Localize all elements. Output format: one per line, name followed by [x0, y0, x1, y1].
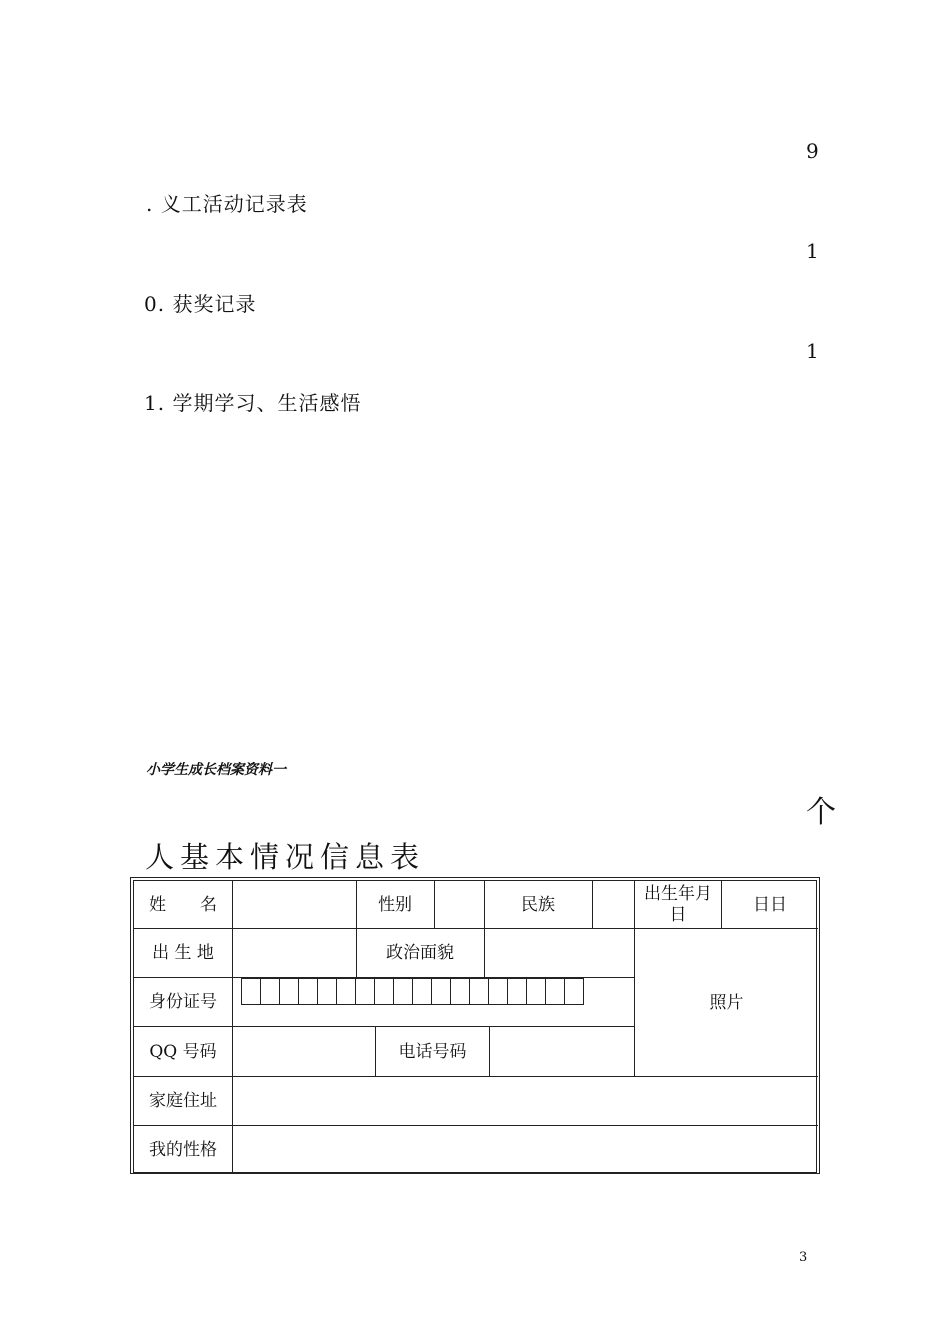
id-digit-box[interactable]: [507, 978, 527, 1005]
id-digit-box[interactable]: [469, 978, 489, 1005]
name-label: 姓 名: [149, 894, 217, 915]
qq-label: QQ 号码: [149, 1041, 217, 1062]
form-grid: [133, 880, 817, 1173]
personality-field[interactable]: [233, 1126, 818, 1174]
id-digit-box[interactable]: [298, 978, 318, 1005]
id-digit-box[interactable]: [393, 978, 413, 1005]
id-digit-box[interactable]: [488, 978, 508, 1005]
toc-page-number: 9: [806, 139, 819, 163]
toc-entry: 0. 获奖记录: [144, 292, 257, 316]
personality-label: 我的性格: [149, 1140, 217, 1160]
birthplace-field[interactable]: [233, 929, 356, 977]
id-digit-box[interactable]: [336, 978, 356, 1005]
birthplace-label: 出 生 地: [152, 943, 214, 963]
title-first-char: 个: [806, 795, 836, 830]
id-digit-box[interactable]: [260, 978, 280, 1005]
birthdate-field[interactable]: 日日: [753, 894, 787, 915]
phone-field[interactable]: [490, 1027, 634, 1076]
id-digit-box[interactable]: [317, 978, 337, 1005]
id-digit-box[interactable]: [374, 978, 394, 1005]
gender-label: 性别: [378, 894, 412, 915]
id-number-label: 身份证号: [149, 992, 217, 1012]
id-digit-box[interactable]: [450, 978, 470, 1005]
id-digit-box[interactable]: [279, 978, 299, 1005]
section-header-note: 小学生成长档案资料一: [146, 762, 286, 778]
id-digit-box[interactable]: [355, 978, 375, 1005]
political-status-label: 政治面貌: [386, 943, 454, 963]
birthdate-label: 出生年月日: [644, 883, 712, 925]
id-digit-box[interactable]: [431, 978, 451, 1005]
toc-page-number: 1: [806, 339, 819, 363]
phone-label: 电话号码: [398, 1041, 467, 1062]
ethnicity-field[interactable]: [593, 881, 634, 928]
id-digit-box[interactable]: [545, 978, 565, 1005]
ethnicity-label: 民族: [521, 894, 555, 915]
name-field[interactable]: [233, 881, 356, 928]
id-digit-box[interactable]: [526, 978, 546, 1005]
id-number-boxes[interactable]: [241, 978, 583, 1005]
id-digit-box[interactable]: [241, 978, 261, 1005]
personal-info-form: [130, 877, 820, 1174]
political-status-field[interactable]: [485, 929, 634, 977]
gender-field[interactable]: [435, 881, 484, 928]
toc-page-number: 1: [806, 239, 819, 263]
address-label: 家庭住址: [149, 1091, 217, 1111]
toc-entry: 1. 学期学习、生活感悟: [144, 391, 362, 415]
toc-entry: . 义工活动记录表: [146, 192, 308, 216]
address-field[interactable]: [233, 1077, 818, 1125]
photo-area[interactable]: 照片: [709, 992, 744, 1013]
id-digit-box[interactable]: [412, 978, 432, 1005]
id-digit-box[interactable]: [564, 978, 584, 1005]
page-title: 人基本情况信息表: [145, 840, 426, 874]
page-number: 3: [799, 1250, 808, 1265]
qq-field[interactable]: [233, 1027, 375, 1076]
